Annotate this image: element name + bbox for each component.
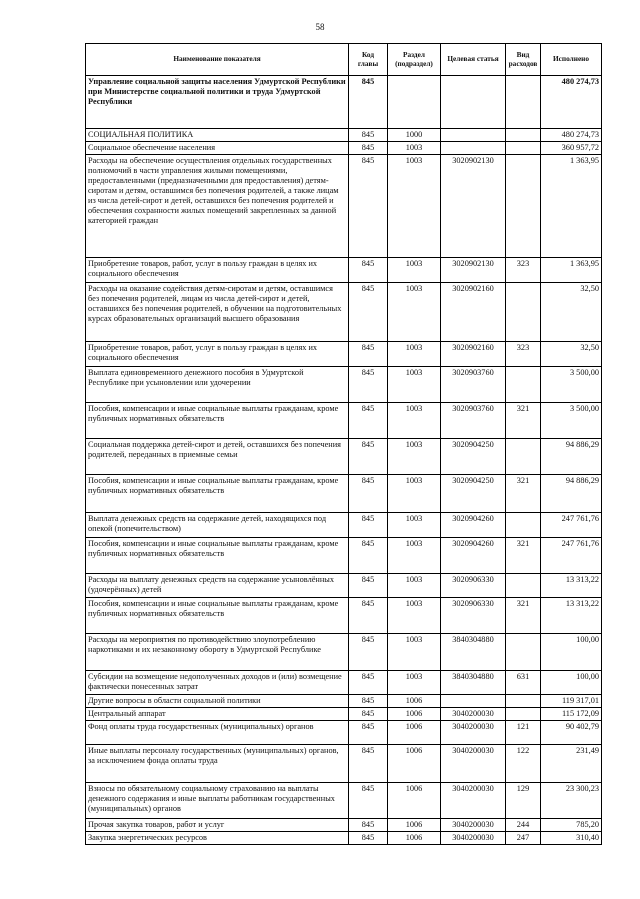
cell-section: 1003 xyxy=(388,154,441,257)
table-row xyxy=(86,744,602,782)
cell-section: 1003 xyxy=(388,141,441,154)
cell-name: Приобретение товаров, работ, услуг в пользу граждан в целях их социального обеспечения xyxy=(86,257,349,282)
cell-expense-type: 321 xyxy=(506,597,541,633)
cell-executed: 247 761,76 xyxy=(541,537,602,573)
cell-executed: 90 402,79 xyxy=(541,720,602,744)
cell-name: Иные выплаты персоналу государственных (муниципальных) органов, за исключением фонда оплаты труда xyxy=(86,744,349,782)
cell-section: 1003 xyxy=(388,474,441,512)
cell-section: 1003 xyxy=(388,438,441,474)
cell-target: 3020903760 xyxy=(441,366,506,402)
cell-target: 3020903760 xyxy=(441,402,506,438)
cell-executed: 247 761,76 xyxy=(541,512,602,537)
table-row xyxy=(86,694,602,707)
cell-name: Пособия, компенсации и иные социальные выплаты гражданам, кроме публичных нормативных обязательств xyxy=(86,402,349,438)
cell-section: 1003 xyxy=(388,366,441,402)
cell-expense-type: 121 xyxy=(506,720,541,744)
cell-target: 3840304880 xyxy=(441,633,506,670)
cell-expense-type xyxy=(506,573,541,597)
cell-name: Пособия, компенсации и иные социальные выплаты гражданам, кроме публичных нормативных обязательств xyxy=(86,597,349,633)
cell-target: 3040200030 xyxy=(441,720,506,744)
table-row xyxy=(86,76,602,129)
table-row xyxy=(86,670,602,694)
table-row xyxy=(86,341,602,366)
table-row xyxy=(86,707,602,720)
cell-name: Взносы по обязательному социальному страхованию на выплаты денежного содержания и иные выплаты работникам государственных (муниципальных) органов xyxy=(86,782,349,818)
cell-executed: 480 274,73 xyxy=(541,76,602,129)
cell-name: СОЦИАЛЬНАЯ ПОЛИТИКА xyxy=(86,129,349,142)
cell-chapter: 845 xyxy=(349,474,388,512)
cell-section: 1006 xyxy=(388,720,441,744)
cell-name: Управление социальной защиты населения Удмуртской Республики при Министерстве социальной политики и труда Удмуртской Республики xyxy=(86,76,349,129)
table-row xyxy=(86,537,602,573)
cell-executed: 32,50 xyxy=(541,282,602,341)
cell-target: 3020904250 xyxy=(441,474,506,512)
cell-name: Социальная поддержка детей-сирот и детей, оставшихся без попечения родителей, переданных в приемные семьи xyxy=(86,438,349,474)
cell-section: 1003 xyxy=(388,282,441,341)
cell-target: 3040200030 xyxy=(441,744,506,782)
cell-chapter: 845 xyxy=(349,341,388,366)
table-row xyxy=(86,129,602,142)
cell-executed: 785,20 xyxy=(541,818,602,831)
cell-name: Прочая закупка товаров, работ и услуг xyxy=(86,818,349,831)
cell-name: Центральный аппарат xyxy=(86,707,349,720)
cell-name: Выплата денежных средств на содержание детей, находящихся под опекой (попечительством) xyxy=(86,512,349,537)
cell-chapter: 845 xyxy=(349,129,388,142)
cell-target: 3020906330 xyxy=(441,573,506,597)
table-row xyxy=(86,831,602,844)
header-row xyxy=(86,44,602,76)
cell-section: 1003 xyxy=(388,597,441,633)
cell-section: 1000 xyxy=(388,129,441,142)
cell-chapter: 845 xyxy=(349,512,388,537)
cell-target: 3040200030 xyxy=(441,831,506,844)
cell-section: 1006 xyxy=(388,818,441,831)
table-row xyxy=(86,720,602,744)
cell-chapter: 845 xyxy=(349,782,388,818)
cell-chapter: 845 xyxy=(349,366,388,402)
cell-expense-type: 323 xyxy=(506,341,541,366)
header-expense-type: Вид расходов xyxy=(506,44,541,76)
table-row xyxy=(86,366,602,402)
cell-chapter: 845 xyxy=(349,670,388,694)
cell-executed: 3 500,00 xyxy=(541,366,602,402)
table-row xyxy=(86,512,602,537)
cell-target: 3020902160 xyxy=(441,282,506,341)
cell-executed: 23 300,23 xyxy=(541,782,602,818)
cell-executed: 94 886,29 xyxy=(541,438,602,474)
cell-executed: 480 274,73 xyxy=(541,129,602,142)
cell-executed: 32,50 xyxy=(541,341,602,366)
cell-name: Субсидии на возмещение недополученных доходов и (или) возмещение фактически понесенных затрат xyxy=(86,670,349,694)
cell-expense-type xyxy=(506,438,541,474)
cell-target: 3840304880 xyxy=(441,670,506,694)
cell-expense-type xyxy=(506,154,541,257)
cell-chapter: 845 xyxy=(349,438,388,474)
cell-name: Фонд оплаты труда государственных (муниципальных) органов xyxy=(86,720,349,744)
cell-chapter: 845 xyxy=(349,818,388,831)
table-row xyxy=(86,141,602,154)
cell-expense-type xyxy=(506,76,541,129)
cell-name: Расходы на обеспечение осуществления отдельных государственных полномочий в части управления жилыми помещениями, предоставленными (предназначенными для предоставления) детям-сиротам и детям, оставшимся без попечения родителей, а также лицам из числа детей-сирот и детей, оставшихся без попечения родителей и обеспечения сохранности жилых помещений закрепленных за данной категорией граждан xyxy=(86,154,349,257)
cell-chapter: 845 xyxy=(349,573,388,597)
cell-chapter: 845 xyxy=(349,537,388,573)
cell-target xyxy=(441,76,506,129)
cell-executed: 13 313,22 xyxy=(541,597,602,633)
header-chapter: Код главы xyxy=(349,44,388,76)
cell-name: Пособия, компенсации и иные социальные выплаты гражданам, кроме публичных нормативных обязательств xyxy=(86,537,349,573)
cell-target: 3040200030 xyxy=(441,707,506,720)
cell-expense-type xyxy=(506,282,541,341)
cell-expense-type: 321 xyxy=(506,402,541,438)
cell-name: Выплата единовременного денежного пособия в Удмуртской Республике при усыновлении или удочерении xyxy=(86,366,349,402)
cell-executed: 115 172,09 xyxy=(541,707,602,720)
cell-chapter: 845 xyxy=(349,720,388,744)
cell-expense-type xyxy=(506,707,541,720)
cell-executed: 231,49 xyxy=(541,744,602,782)
cell-expense-type: 321 xyxy=(506,474,541,512)
cell-section: 1006 xyxy=(388,782,441,818)
cell-chapter: 845 xyxy=(349,282,388,341)
cell-name: Пособия, компенсации и иные социальные выплаты гражданам, кроме публичных нормативных обязательств xyxy=(86,474,349,512)
cell-target xyxy=(441,129,506,142)
cell-chapter: 845 xyxy=(349,597,388,633)
header-target: Целевая статья xyxy=(441,44,506,76)
cell-expense-type: 129 xyxy=(506,782,541,818)
cell-section: 1003 xyxy=(388,537,441,573)
table-row xyxy=(86,438,602,474)
cell-executed: 1 363,95 xyxy=(541,257,602,282)
budget-execution-table xyxy=(85,43,602,845)
table-row xyxy=(86,474,602,512)
cell-expense-type: 323 xyxy=(506,257,541,282)
cell-expense-type xyxy=(506,366,541,402)
cell-section: 1003 xyxy=(388,573,441,597)
cell-executed: 94 886,29 xyxy=(541,474,602,512)
table-row xyxy=(86,597,602,633)
cell-chapter: 845 xyxy=(349,141,388,154)
cell-name: Расходы на мероприятия по противодействию злоупотреблению наркотиками и их незаконному обороту в Удмуртской Республике xyxy=(86,633,349,670)
cell-chapter: 845 xyxy=(349,707,388,720)
cell-name: Социальное обеспечение населения xyxy=(86,141,349,154)
cell-executed: 3 500,00 xyxy=(541,402,602,438)
cell-chapter: 845 xyxy=(349,831,388,844)
cell-name: Расходы на оказание содействия детям-сиротам и детям, оставшимся без попечения родителей, лицам из числа детей-сирот и детей, оставшихся без попечения родителей, в обучении на подготовительных курсах образовательных организаций высшего образования xyxy=(86,282,349,341)
cell-chapter: 845 xyxy=(349,633,388,670)
cell-executed: 1 363,95 xyxy=(541,154,602,257)
cell-section: 1003 xyxy=(388,341,441,366)
cell-expense-type: 631 xyxy=(506,670,541,694)
cell-expense-type xyxy=(506,141,541,154)
table-row xyxy=(86,154,602,257)
cell-executed: 360 957,72 xyxy=(541,141,602,154)
cell-expense-type xyxy=(506,694,541,707)
cell-executed: 310,40 xyxy=(541,831,602,844)
cell-executed: 13 313,22 xyxy=(541,573,602,597)
table-row xyxy=(86,282,602,341)
cell-section: 1003 xyxy=(388,402,441,438)
cell-expense-type: 122 xyxy=(506,744,541,782)
cell-executed: 119 317,01 xyxy=(541,694,602,707)
cell-target: 3040200030 xyxy=(441,782,506,818)
cell-section: 1006 xyxy=(388,694,441,707)
cell-name: Приобретение товаров, работ, услуг в пользу граждан в целях их социального обеспечения xyxy=(86,341,349,366)
cell-expense-type: 247 xyxy=(506,831,541,844)
table-row xyxy=(86,257,602,282)
page-number: 58 xyxy=(315,22,325,32)
table-row xyxy=(86,633,602,670)
cell-target: 3020902130 xyxy=(441,257,506,282)
cell-expense-type xyxy=(506,633,541,670)
cell-target xyxy=(441,694,506,707)
table-row xyxy=(86,782,602,818)
cell-expense-type xyxy=(506,512,541,537)
cell-target xyxy=(441,141,506,154)
cell-target: 3040200030 xyxy=(441,818,506,831)
cell-section xyxy=(388,76,441,129)
header-section: Раздел (подраздел) xyxy=(388,44,441,76)
cell-target: 3020902160 xyxy=(441,341,506,366)
cell-chapter: 845 xyxy=(349,257,388,282)
table-row xyxy=(86,818,602,831)
cell-expense-type: 244 xyxy=(506,818,541,831)
cell-name: Закупка энергетических ресурсов xyxy=(86,831,349,844)
cell-chapter: 845 xyxy=(349,694,388,707)
cell-chapter: 845 xyxy=(349,76,388,129)
cell-chapter: 845 xyxy=(349,402,388,438)
table-row xyxy=(86,573,602,597)
header-name: Наименование показателя xyxy=(86,44,349,76)
cell-executed: 100,00 xyxy=(541,633,602,670)
cell-name: Другие вопросы в области социальной политики xyxy=(86,694,349,707)
cell-section: 1006 xyxy=(388,831,441,844)
cell-section: 1003 xyxy=(388,257,441,282)
cell-section: 1006 xyxy=(388,744,441,782)
cell-name: Расходы на выплату денежных средств на содержание усыновлённых (удочерённых) детей xyxy=(86,573,349,597)
cell-target: 3020902130 xyxy=(441,154,506,257)
cell-section: 1006 xyxy=(388,707,441,720)
cell-section: 1003 xyxy=(388,670,441,694)
cell-section: 1003 xyxy=(388,512,441,537)
cell-expense-type xyxy=(506,129,541,142)
cell-target: 3020904260 xyxy=(441,512,506,537)
cell-section: 1003 xyxy=(388,633,441,670)
cell-target: 3020906330 xyxy=(441,597,506,633)
cell-target: 3020904250 xyxy=(441,438,506,474)
cell-executed: 100,00 xyxy=(541,670,602,694)
cell-expense-type: 321 xyxy=(506,537,541,573)
cell-target: 3020904260 xyxy=(441,537,506,573)
table-row xyxy=(86,402,602,438)
cell-chapter: 845 xyxy=(349,744,388,782)
header-executed: Исполнено xyxy=(541,44,602,76)
cell-chapter: 845 xyxy=(349,154,388,257)
